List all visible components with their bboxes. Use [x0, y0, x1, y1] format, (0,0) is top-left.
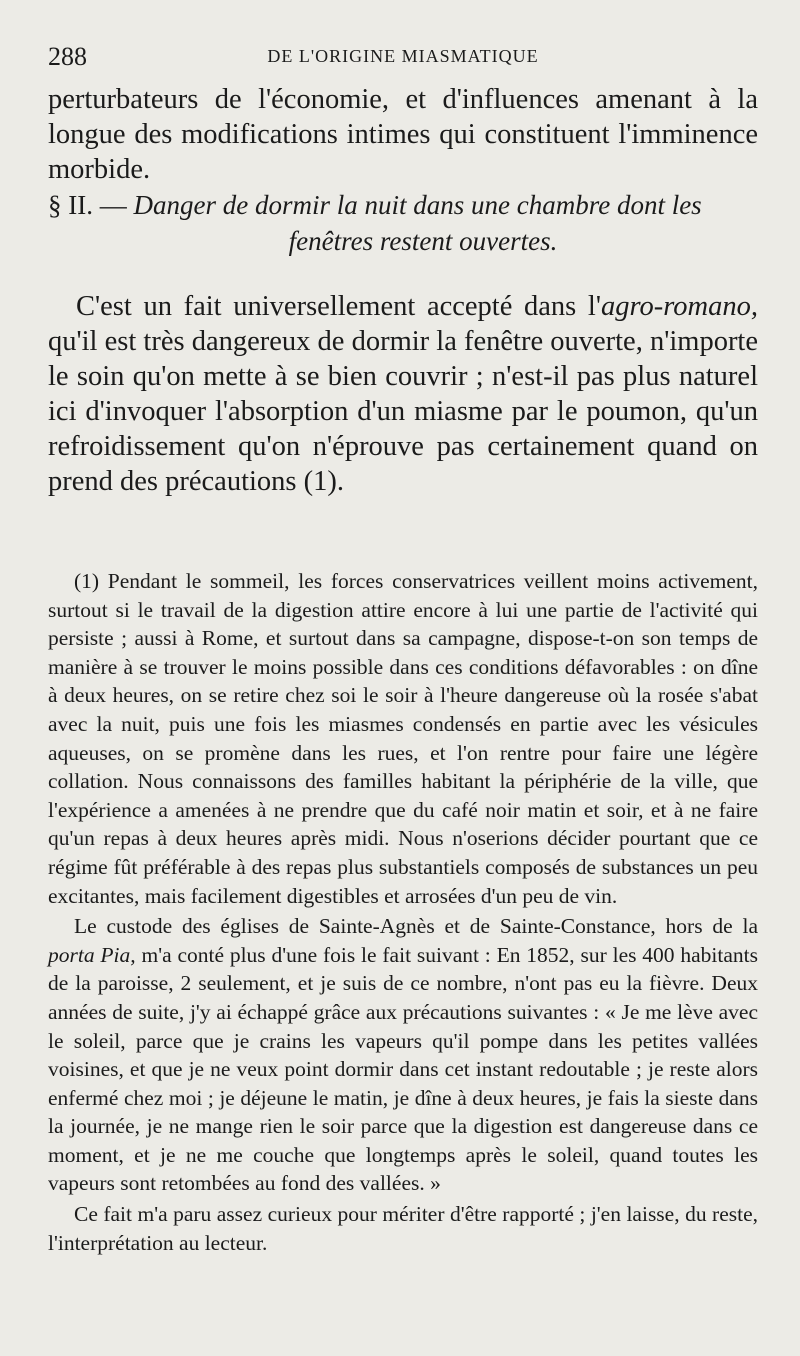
- section-heading: [48, 187, 758, 259]
- paragraph-italic-term: agro-romano,: [600, 291, 758, 322]
- main-text: [48, 82, 758, 499]
- page-number: 288: [48, 42, 87, 71]
- footnote-2-italic: porta Pia,: [48, 942, 136, 967]
- section-title-line1: Danger de dormir la nuit dans une chambre dont les: [133, 190, 702, 220]
- footnote-2-end: m'a conté plus d'une fois le fait suivant : En 1852, sur les 400 habitants de la paroisse, 2 seulement, et je suis de ce nombre, n'ont pas eu la fièvre. Deux années de suite, j'y ai échappé grâce aux précautions suivantes : « Je me lève avec le soleil, parce que je crains les vapeurs qu'il pompe dans les petites vallées voisines, et que je ne veux point dormir dans cet instant redoutable ; je reste alors enfermé chez moi ; je déjeune le matin, je dîne à deux heures, je fais la sieste dans la journée, je ne mange rien le soir parce que la digestion est dangereuse dans ce moment, et je ne me couche que longtemps après le soleil, quand toutes les vapeurs sont retombées au fond des vallées. »: [48, 942, 758, 1196]
- paragraph-text-end: qu'il est très dangereux de dormir la fenêtre ouverte, n'importe le soin qu'on mette à se bien couvrir ; n'est-il pas plus naturel ici d'invoquer l'absorption d'un miasme par le poumon, qu'un refroidissement qu'on n'éprouve pas certainement quand on prend des précautions (1).: [48, 326, 758, 497]
- footnote-2: [48, 912, 758, 1198]
- paragraph-text-start: C'est un fait universellement accepté dans l': [76, 291, 601, 322]
- footnotes: [48, 567, 758, 1257]
- page-header: [48, 40, 758, 76]
- lead-paragraph: perturbateurs de l'économie, et d'influences amenant à la longue des modifications intimes qui constituent l'imminence morbide.: [48, 84, 758, 185]
- footnote-1: (1) Pendant le sommeil, les forces conservatrices veillent moins activement, surtout si le travail de la digestion attire encore à lui une partie de l'activité qui persiste ; aussi à Rome, et surtout dans sa campagne, dispose-t-on son temps de manière à se trouver le moins possible dans ces conditions défavorables : on dîne à deux heures, on se retire chez soi le soir à l'heure dangereuse où la rosée s'abat avec la nuit, puis une fois les miasmes condensés en partie avec les vésicules aqueuses, on se promène dans les rues, et l'on rentre pour faire une légère collation. Nous connaissons des familles habitant la périphérie de la ville, que l'expérience a amenées à ne prendre que du café noir matin et soir, et à ne faire qu'un repas à deux heures après midi. Nous n'oserions décider pourtant que ce régime fût préférable à des repas plus substantiels composés de substances un peu excitantes, mais facilement digestibles et arrosées d'un peu de vin.: [48, 569, 758, 908]
- footnote-2-start: Le custode des églises de Sainte-Agnès et de Sainte-Constance, hors de la: [74, 914, 758, 939]
- body-paragraph: [48, 289, 758, 499]
- running-title: DE L'ORIGINE MIASMATIQUE: [267, 46, 539, 66]
- section-dash: —: [99, 190, 127, 220]
- section-number: § II.: [48, 190, 93, 220]
- footnote-3: Ce fait m'a paru assez curieux pour mériter d'être rapporté ; j'en laisse, du reste, l'interprétation au lecteur.: [48, 1202, 758, 1255]
- section-title-line2: fenêtres restent ouvertes.: [288, 226, 558, 256]
